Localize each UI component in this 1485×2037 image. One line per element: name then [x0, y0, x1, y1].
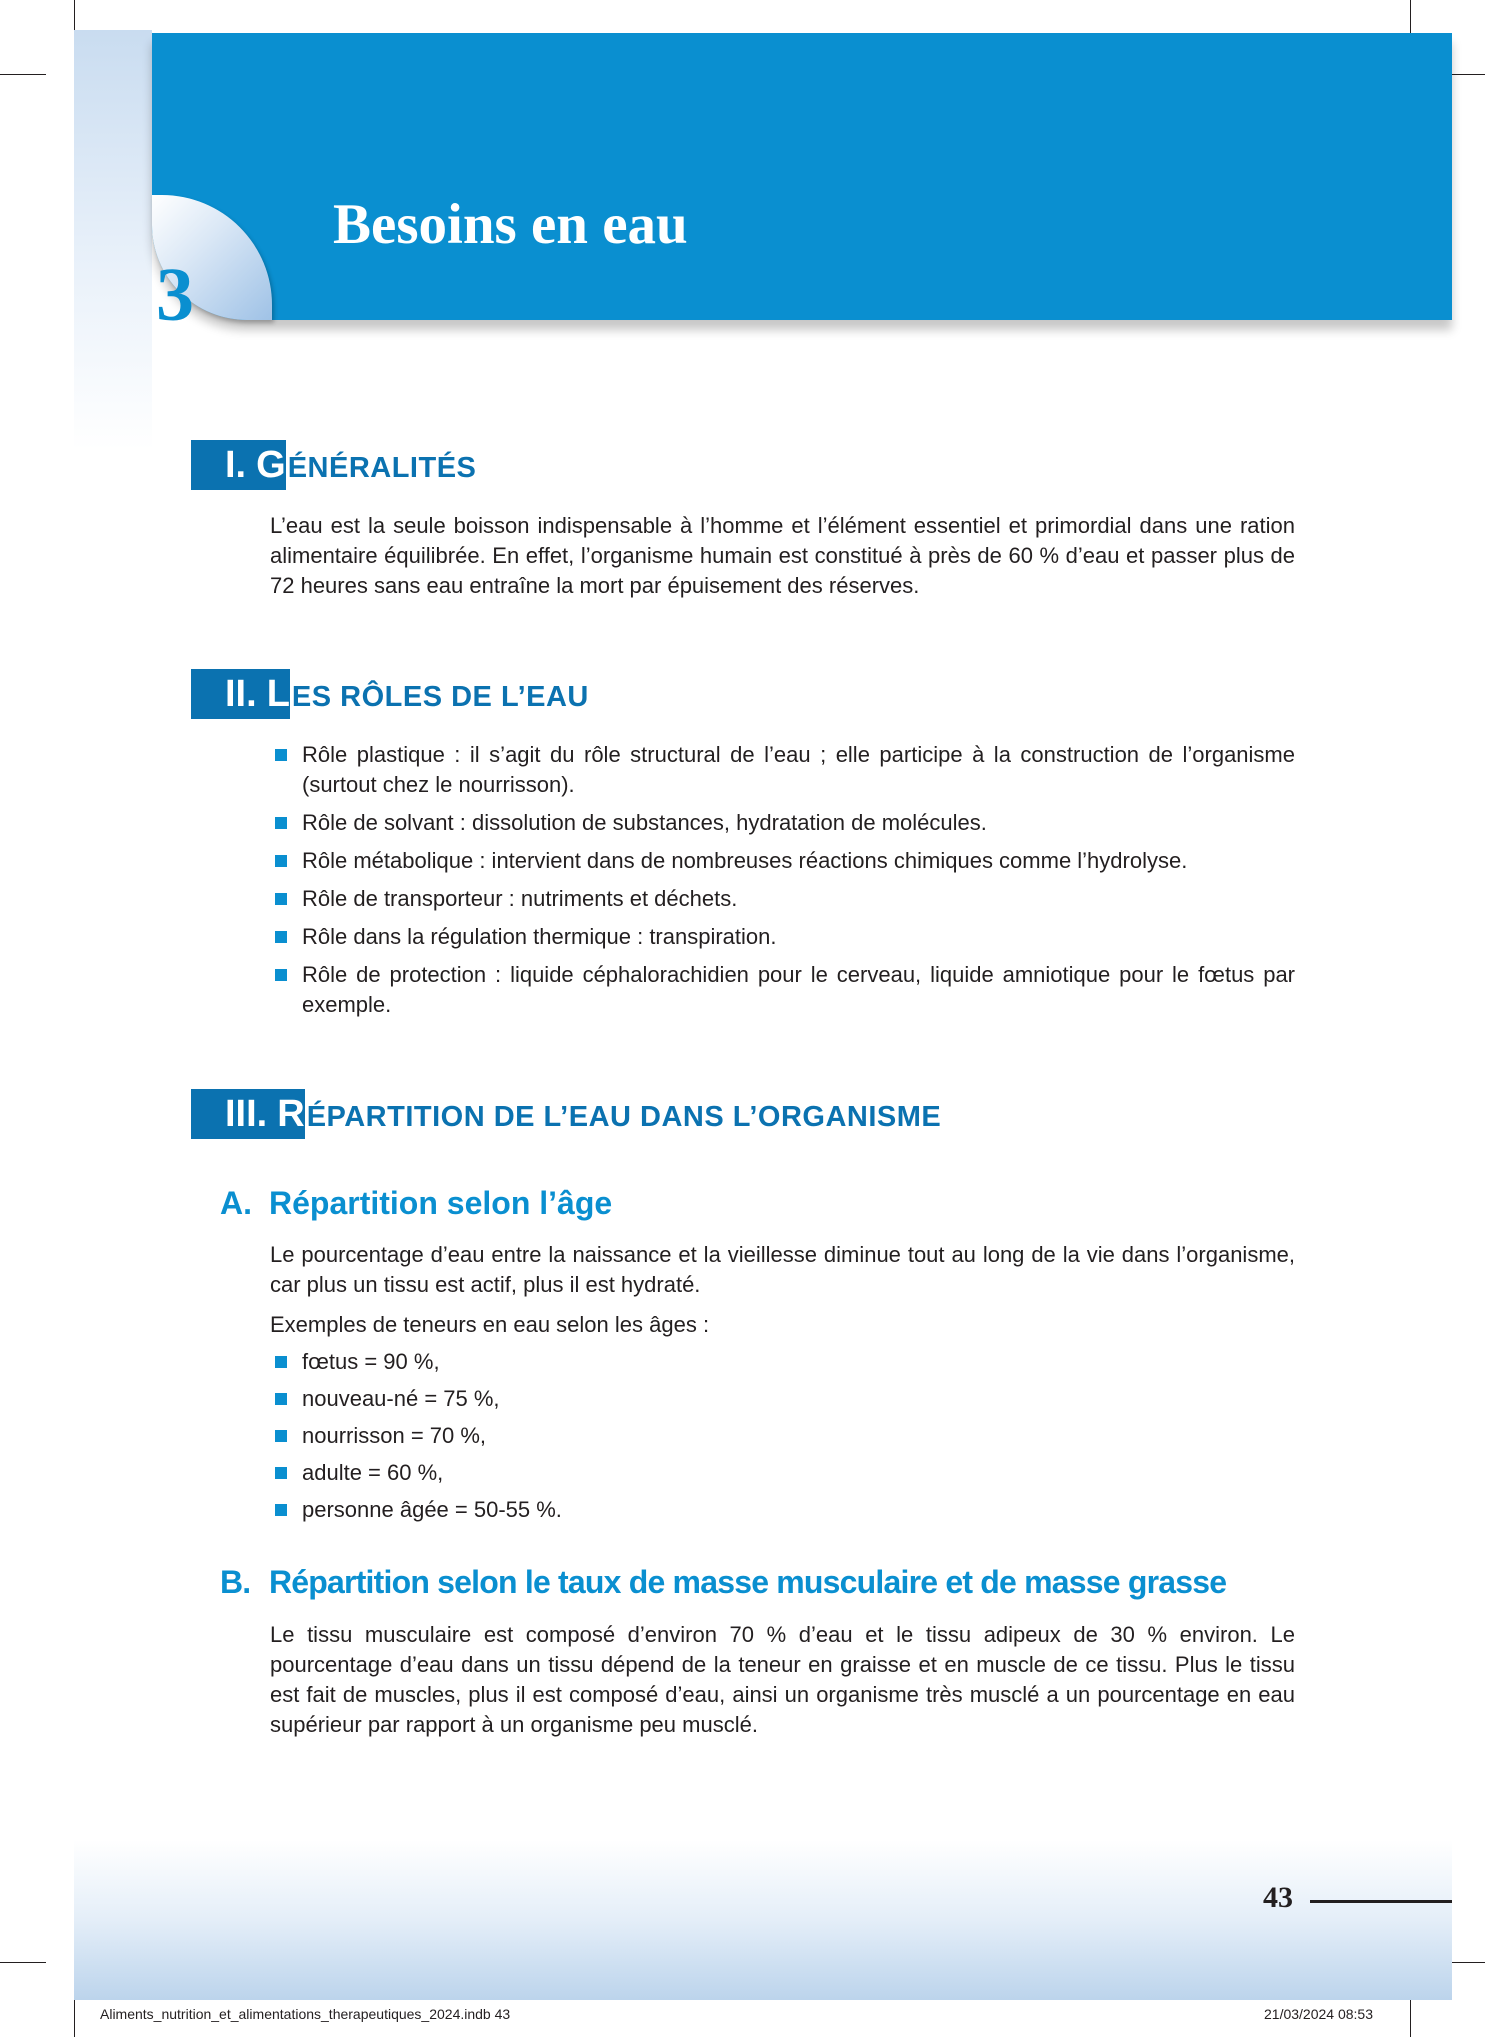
crop-mark — [0, 1962, 46, 1963]
chapter-number: 3 — [156, 253, 194, 337]
bullet-square-icon — [275, 893, 287, 905]
list-item — [270, 846, 1295, 876]
left-decor-band — [74, 30, 152, 450]
list-item — [270, 740, 1295, 800]
list-item-text: Rôle de transporteur : nutriments et déchets. — [302, 886, 738, 911]
footer-decor-band — [74, 1840, 1452, 2000]
bullet-square-icon — [275, 855, 287, 867]
list-item — [270, 1421, 1295, 1451]
chapter-title: Besoins en eau — [333, 193, 688, 256]
subsection-letter: A. — [220, 1185, 252, 1221]
crop-mark — [0, 74, 46, 75]
section-number: I. — [225, 443, 247, 486]
section-number-box — [191, 669, 290, 719]
generalites-paragraph: L’eau est la seule boisson indispensable à l’homme et l’élément essentiel et primordial dans une ration alimentaire équilibrée. En effet, l’organisme humain est constitué à près de 60 % d’eau et passer plus de 72 heures sans eau entraîne la mort par épuisement des réserves. — [270, 513, 1295, 598]
subsection-heading-age — [220, 1185, 612, 1222]
list-item-text: Rôle plastique : il s’agit du rôle structural de l’eau ; elle participe à la construction de l’organisme (surtout chez le nourrisson). — [302, 742, 1295, 797]
roles-list — [270, 740, 1295, 1028]
bullet-square-icon — [275, 817, 287, 829]
section-heading-repartition — [191, 1089, 941, 1139]
age-paragraph: Le pourcentage d’eau entre la naissance et la vieillesse diminue tout au long de la vie dans l’organisme, car plus un tissu est actif, plus il est hydraté. — [270, 1242, 1295, 1297]
list-item — [270, 922, 1295, 952]
bullet-square-icon — [275, 969, 287, 981]
bullet-square-icon — [275, 1430, 287, 1442]
bullet-square-icon — [275, 931, 287, 943]
age-list — [270, 1347, 1295, 1532]
list-item-text: Rôle dans la régulation thermique : transpiration. — [302, 924, 777, 949]
section-title: ÉPARTITION DE L’EAU DANS L’ORGANISME — [306, 1100, 942, 1133]
page-number-rule — [1310, 1900, 1452, 1903]
page-number: 43 — [1263, 1881, 1293, 1914]
print-slug-file: Aliments_nutrition_et_alimentations_therapeutiques_2024.indb 43 — [100, 2006, 511, 2022]
section-title: ÉNÉRALITÉS — [287, 451, 477, 484]
list-item — [270, 1384, 1295, 1414]
list-item-text: nourrisson = 70 %, — [302, 1423, 487, 1448]
subsection-heading-masse — [220, 1564, 1226, 1601]
list-item — [270, 1347, 1295, 1377]
section-number-box — [191, 1089, 305, 1139]
list-item-text: personne âgée = 50-55 %. — [302, 1497, 562, 1522]
bullet-square-icon — [275, 1393, 287, 1405]
section-number: III. — [225, 1092, 268, 1135]
list-item-text: Rôle métabolique : intervient dans de nombreuses réactions chimiques comme l’hydrolyse. — [302, 848, 1188, 873]
chapter-banner — [152, 33, 1452, 320]
bullet-square-icon — [275, 1467, 287, 1479]
list-item-text: nouveau-né = 75 %, — [302, 1386, 500, 1411]
list-item-text: fœtus = 90 %, — [302, 1349, 440, 1374]
print-slug-date: 21/03/2024 08:53 — [1264, 2006, 1373, 2022]
section-title: ES RÔLES DE L’EAU — [291, 680, 589, 713]
section-initial: L — [266, 672, 290, 715]
list-item — [270, 808, 1295, 838]
list-item — [270, 960, 1295, 1020]
section-heading-generalites — [191, 440, 476, 490]
section-number-box — [191, 440, 286, 490]
section-heading-roles — [191, 669, 589, 719]
bullet-square-icon — [275, 749, 287, 761]
list-item — [270, 1458, 1295, 1488]
masse-paragraph: Le tissu musculaire est composé d’environ 70 % d’eau et le tissu adipeux de 30 % environ. Le pourcentage d’eau dans un tissu dépend de la teneur en graisse et en muscle de ce tissu. Plus le tissu est fait de muscles, plus il est composé d’eau, ainsi un organisme très musclé a un pourcentage en eau supérieur par rapport à un organisme peu musclé. — [270, 1622, 1295, 1737]
list-item — [270, 884, 1295, 914]
list-item-text: Rôle de solvant : dissolution de substances, hydratation de molécules. — [302, 810, 987, 835]
section-initial: R — [277, 1092, 305, 1135]
subsection-title: Répartition selon le taux de masse musculaire et de masse grasse — [269, 1564, 1227, 1600]
bullet-square-icon — [275, 1356, 287, 1368]
list-item-text: adulte = 60 %, — [302, 1460, 444, 1485]
list-item — [270, 1495, 1295, 1525]
subsection-title: Répartition selon l’âge — [269, 1185, 613, 1221]
subsection-letter: B. — [220, 1564, 251, 1600]
section-number: II. — [225, 672, 257, 715]
bullet-square-icon — [275, 1504, 287, 1516]
age-intro: Exemples de teneurs en eau selon les âges : — [270, 1312, 710, 1337]
list-item-text: Rôle de protection : liquide céphalorachidien pour le cerveau, liquide amniotique pour le fœtus par exemple. — [302, 962, 1295, 1017]
section-initial: G — [256, 443, 286, 486]
